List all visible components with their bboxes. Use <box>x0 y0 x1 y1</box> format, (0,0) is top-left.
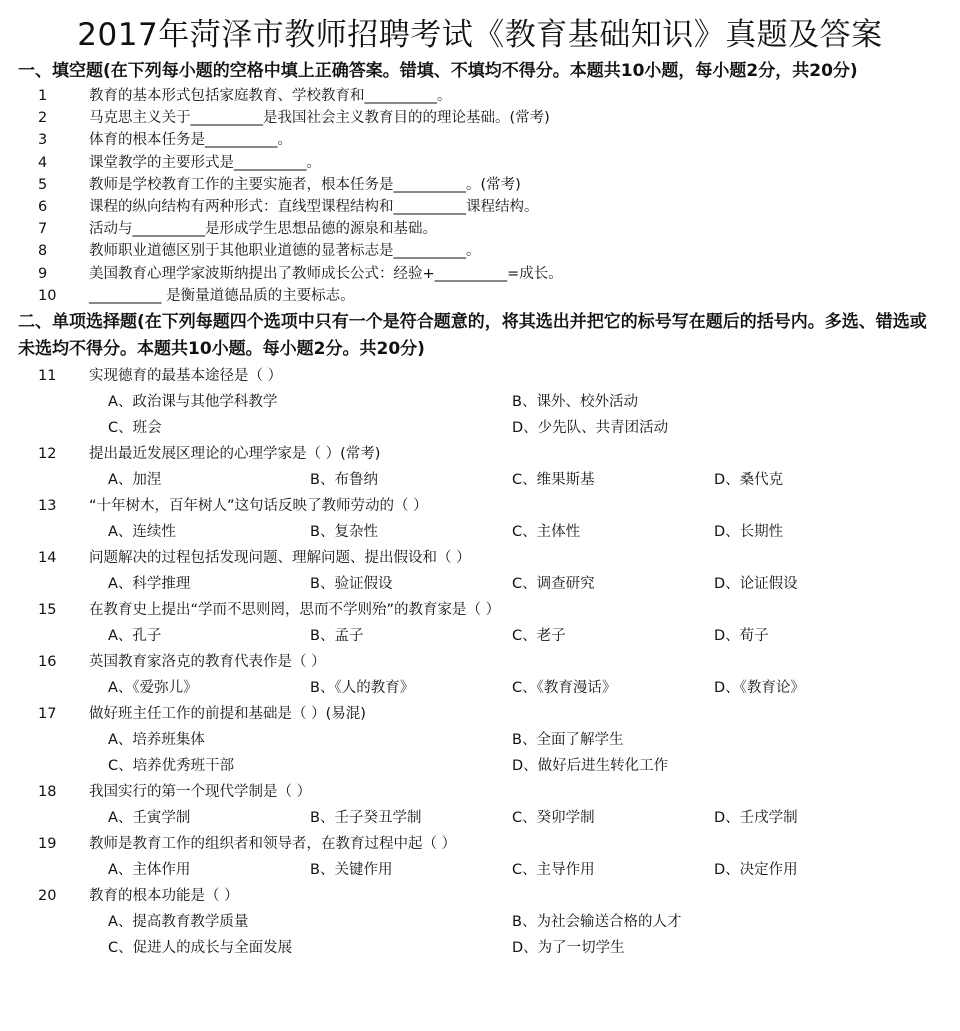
section-heading-fill-in: 一、填空题(在下列每小题的空格中填上正确答案。错填、不填均不得分。本题共10小题，每小题2分，共20分) <box>18 61 858 81</box>
question-stem <box>38 441 960 467</box>
answer-option[interactable]: B、《人的教育》 <box>310 679 415 696</box>
choice-question <box>0 441 960 493</box>
answer-option[interactable]: A、孔子 <box>108 627 162 644</box>
answer-option[interactable]: B、复杂性 <box>310 523 378 540</box>
answer-option[interactable]: A、壬寅学制 <box>108 809 191 826</box>
answer-option[interactable]: A、主体作用 <box>108 861 191 878</box>
answer-option[interactable]: B、布鲁纳 <box>310 471 378 488</box>
question-text: 问题解决的过程包括发现问题、理解问题、提出假设和（ ） <box>89 549 471 566</box>
question-number: 4 <box>38 154 48 171</box>
answer-option[interactable]: B、孟子 <box>310 627 364 644</box>
choice-question <box>0 545 960 597</box>
answer-option[interactable]: B、全面了解学生 <box>512 731 624 748</box>
question-text: 课程的纵向结构有两种形式：直线型课程结构和__________课程结构。 <box>89 198 539 215</box>
answer-option[interactable]: D、荀子 <box>714 627 769 644</box>
option-row <box>108 415 960 441</box>
question-number: 14 <box>38 549 57 566</box>
choice-question <box>0 597 960 649</box>
question-stem <box>38 701 960 727</box>
answer-option[interactable]: C、促进人的成长与全面发展 <box>108 939 293 956</box>
answer-option[interactable]: C、调查研究 <box>512 575 595 592</box>
choice-question <box>0 701 960 779</box>
question-number: 9 <box>38 265 48 282</box>
question-item <box>38 174 960 196</box>
answer-option[interactable]: C、癸卯学制 <box>512 809 595 826</box>
multiple-choice-list <box>0 363 960 961</box>
question-stem <box>38 883 960 909</box>
answer-option[interactable]: A、连续性 <box>108 523 176 540</box>
answer-option[interactable]: C、主体性 <box>512 523 581 540</box>
question-item <box>38 196 960 218</box>
answer-option[interactable]: C、班会 <box>108 419 162 436</box>
option-row <box>108 909 960 935</box>
question-number: 6 <box>38 198 48 215</box>
answer-option[interactable]: D、论证假设 <box>714 575 798 592</box>
question-text: 提出最近发展区理论的心理学家是（ ）(常考) <box>89 445 381 462</box>
answer-option[interactable]: B、为社会输送合格的人才 <box>512 913 682 930</box>
answer-option[interactable]: B、壬子癸丑学制 <box>310 809 422 826</box>
question-stem <box>38 493 960 519</box>
question-text: 教育的根本功能是（ ） <box>89 887 239 904</box>
question-text: 实现德育的最基本途径是（ ） <box>89 367 283 384</box>
question-item <box>38 240 960 262</box>
question-stem <box>38 545 960 571</box>
question-number: 17 <box>38 705 57 722</box>
page-title: 2017年菏泽市教师招聘考试《教育基础知识》真题及答案 <box>77 17 883 53</box>
question-item <box>38 285 960 307</box>
option-row <box>108 753 960 779</box>
question-item <box>38 107 960 129</box>
question-item <box>38 129 960 151</box>
answer-option[interactable]: C、老子 <box>512 627 566 644</box>
choice-question <box>0 831 960 883</box>
answer-option[interactable]: A、提高教育教学质量 <box>108 913 249 930</box>
question-number: 2 <box>38 110 48 127</box>
answer-option[interactable]: D、桑代克 <box>714 471 784 488</box>
question-number: 13 <box>38 497 57 514</box>
question-text: __________ 是衡量道德品质的主要标志。 <box>89 287 355 304</box>
question-stem <box>38 779 960 805</box>
section-heading-multiple-choice: 二、单项选择题(在下列每题四个选项中只有一个是符合题意的，将其选出并把它的标号写在题后的括号内。多选、错选或未选均不得分。本题共10小题。每小题2分。共20分) <box>18 311 927 359</box>
answer-option[interactable]: A、加涅 <box>108 471 162 488</box>
question-text: “十年树木，百年树人”这句话反映了教师劳动的（ ） <box>89 497 428 514</box>
question-number: 10 <box>38 287 57 304</box>
option-row <box>108 727 960 753</box>
question-text: 课堂教学的主要形式是__________。 <box>89 154 321 171</box>
answer-option[interactable]: C、维果斯基 <box>512 471 595 488</box>
answer-option[interactable]: A、科学推理 <box>108 575 191 592</box>
choice-question <box>0 363 960 441</box>
answer-option[interactable]: A、政治课与其他学科教学 <box>108 393 278 410</box>
question-text: 马克思主义关于__________是我国社会主义教育目的的理论基础。(常考) <box>89 110 550 127</box>
option-row <box>108 571 960 597</box>
answer-option[interactable]: A、《爱弥儿》 <box>108 679 198 696</box>
question-number: 8 <box>38 243 48 260</box>
question-text: 教育的基本形式包括家庭教育、学校教育和__________。 <box>89 88 452 104</box>
fill-in-list <box>0 85 960 307</box>
answer-option[interactable]: A、培养班集体 <box>108 731 205 748</box>
answer-option[interactable]: D、决定作用 <box>714 861 798 878</box>
question-text: 英国教育家洛克的教育代表作是（ ） <box>89 653 326 670</box>
answer-option[interactable]: D、长期性 <box>714 523 784 540</box>
answer-option[interactable]: B、验证假设 <box>310 575 393 592</box>
question-text: 教师是学校教育工作的主要实施者，根本任务是__________。(常考) <box>89 176 521 193</box>
answer-option[interactable]: C、《教育漫话》 <box>512 679 617 696</box>
answer-option[interactable]: D、为了一切学生 <box>512 939 625 956</box>
answer-option[interactable]: D、做好后进生转化工作 <box>512 757 669 774</box>
choice-question <box>0 883 960 961</box>
question-number: 12 <box>38 445 57 462</box>
question-stem <box>38 831 960 857</box>
question-item <box>38 85 960 107</box>
answer-option[interactable]: D、壬戌学制 <box>714 809 798 826</box>
question-number: 18 <box>38 783 57 800</box>
answer-option[interactable]: C、培养优秀班干部 <box>108 757 235 774</box>
question-text: 做好班主任工作的前提和基础是（ ）(易混) <box>89 705 366 722</box>
question-item <box>38 218 960 240</box>
question-number: 16 <box>38 653 57 670</box>
question-text: 教师是教育工作的组织者和领导者，在教育过程中起（ ） <box>89 835 457 852</box>
answer-option[interactable]: B、课外、校外活动 <box>512 393 638 410</box>
question-number: 11 <box>38 367 57 384</box>
option-row <box>108 519 960 545</box>
answer-option[interactable]: D、《教育论》 <box>714 679 805 696</box>
question-text: 活动与__________是形成学生思想品德的源泉和基础。 <box>89 221 437 238</box>
answer-option[interactable]: D、少先队、共青团活动 <box>512 419 669 436</box>
question-text: 美国教育心理学家波斯纳提出了教师成长公式：经验+__________=成长。 <box>89 265 563 282</box>
question-number: 19 <box>38 835 57 852</box>
question-text: 我国实行的第一个现代学制是（ ） <box>89 783 312 800</box>
option-row <box>108 805 960 831</box>
question-text: 在教育史上提出“学而不思则罔，思而不学则殆”的教育家是（ ） <box>89 601 501 618</box>
question-text: 体育的根本任务是__________。 <box>89 132 292 149</box>
choice-question <box>0 649 960 701</box>
question-number: 1 <box>38 88 48 104</box>
answer-option[interactable]: C、主导作用 <box>512 861 595 878</box>
choice-question <box>0 779 960 831</box>
question-text: 教师职业道德区别于其他职业道德的显著标志是__________。 <box>89 243 481 260</box>
question-number: 5 <box>38 176 48 193</box>
question-item <box>38 263 960 285</box>
option-row <box>108 467 960 493</box>
question-number: 3 <box>38 132 48 149</box>
question-stem <box>38 363 960 389</box>
question-number: 15 <box>38 601 57 618</box>
option-row <box>108 389 960 415</box>
choice-question <box>0 493 960 545</box>
option-row <box>108 675 960 701</box>
question-number: 20 <box>38 887 57 904</box>
option-row <box>108 857 960 883</box>
question-item <box>38 152 960 174</box>
option-row <box>108 623 960 649</box>
answer-option[interactable]: B、关键作用 <box>310 861 393 878</box>
question-number: 7 <box>38 221 48 238</box>
question-stem <box>38 649 960 675</box>
option-row <box>108 935 960 961</box>
question-stem <box>38 597 960 623</box>
